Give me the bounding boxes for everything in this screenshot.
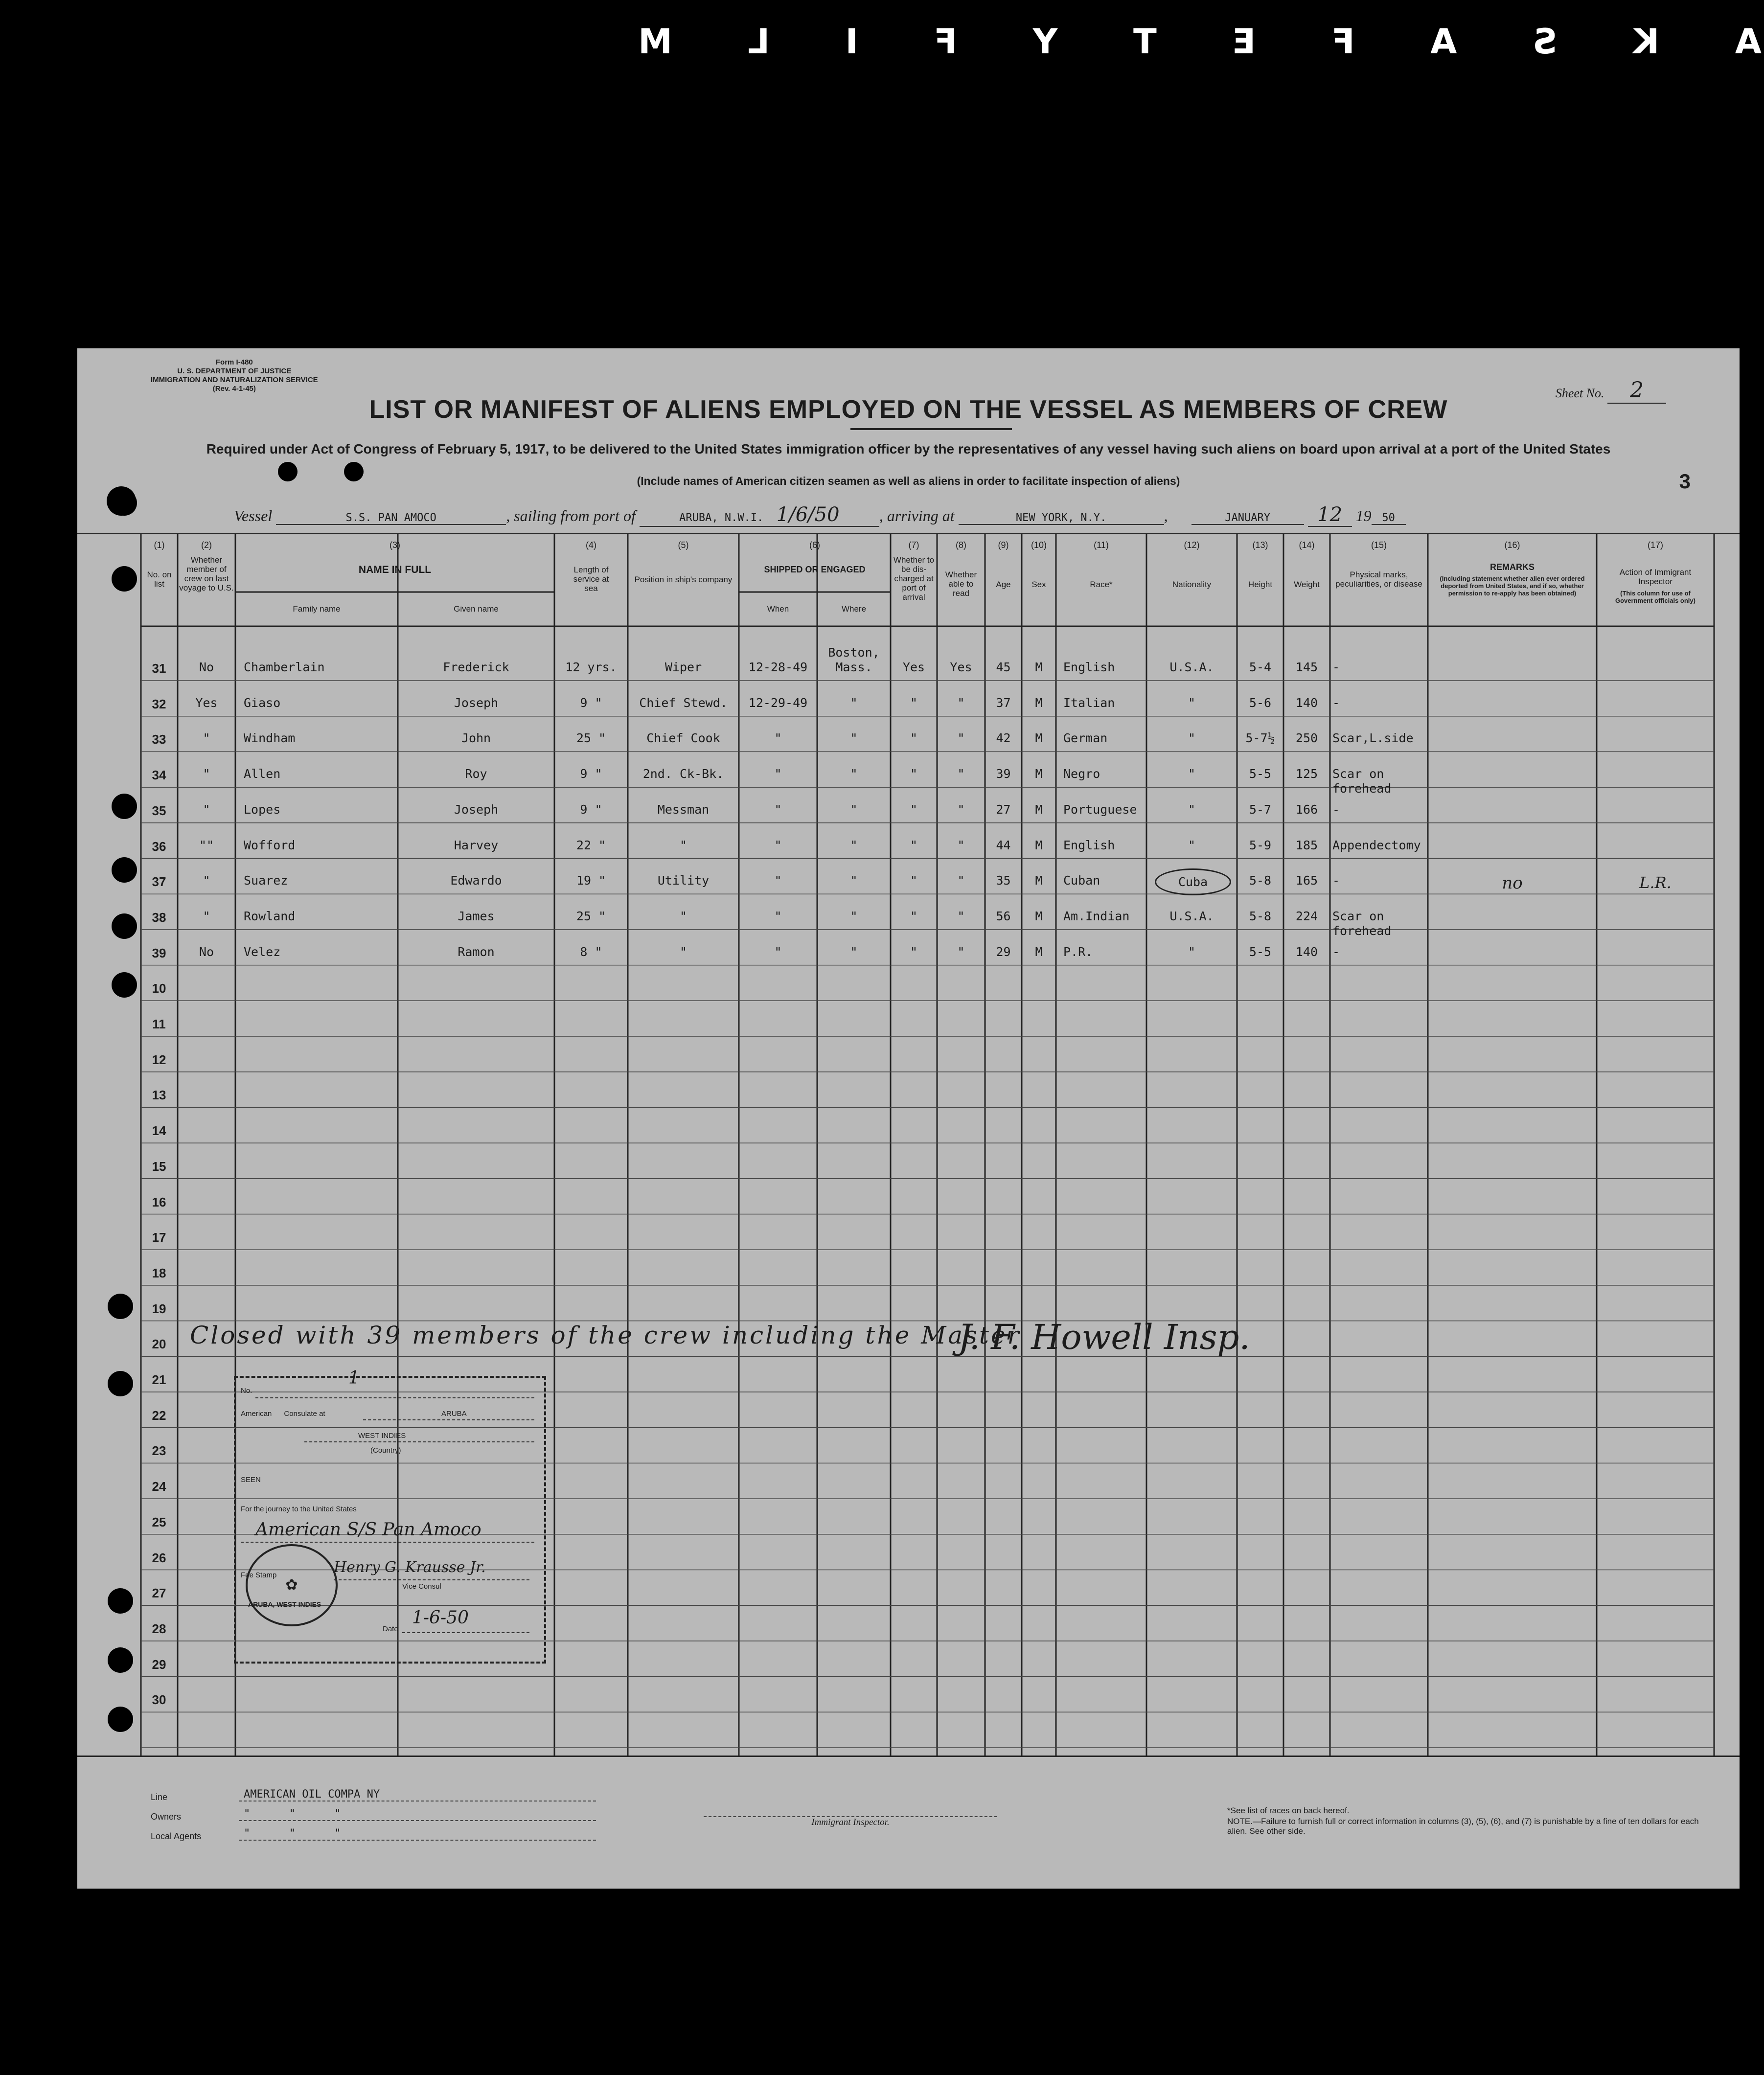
cell-sex: M [1035, 695, 1043, 710]
cell-remarks: no [1502, 873, 1523, 893]
cell-when: " [774, 909, 782, 923]
subtitle: Required under Act of Congress of February 5, 1917, to be delivered to the United States immigration officer by the representatives of any vessel having such aliens on board upon arrival at a port of the United States [206, 441, 1611, 456]
cell-sex: M [1035, 802, 1043, 817]
film-edge-letter: I [843, 22, 858, 62]
cell-read: " [957, 767, 965, 781]
cell-family: Allen [244, 767, 281, 781]
row-number: 20 [152, 1337, 166, 1352]
cell-where: " [850, 838, 858, 852]
cell-when: 12-28-49 [748, 660, 808, 674]
cell-sex: M [1035, 944, 1043, 959]
cell-nationality: " [1188, 838, 1196, 852]
col17-number: (17) [1647, 540, 1663, 550]
stamp-fee-label: Fee Stamp [241, 1571, 277, 1579]
cell-when: " [774, 767, 782, 781]
cell-family: Lopes [244, 802, 281, 817]
cell-where: " [850, 731, 858, 746]
stamp-journey: For the journey to the United States [241, 1505, 357, 1513]
cell-prev: " [203, 802, 210, 817]
cell-when: " [774, 802, 782, 817]
cell-weight: 250 [1295, 731, 1318, 746]
cell-discharged: " [910, 873, 918, 888]
col8-header: Whether able to read [945, 570, 977, 598]
stamp-vessel: American S/S Pan Amoco [255, 1520, 481, 1540]
cell-age: 29 [996, 944, 1011, 959]
cell-service: 9 " [580, 802, 602, 817]
immigrant-inspector-line: Immigrant Inspector. [704, 1816, 997, 1828]
film-edge-letter: F [1329, 22, 1355, 62]
form-identifier [151, 358, 318, 393]
cell-marks: - [1332, 873, 1340, 888]
cell-nationality: U.S.A. [1169, 909, 1214, 923]
owners-label: Owners [151, 1812, 182, 1822]
cell-age: 35 [996, 873, 1011, 888]
cell-read: " [957, 695, 965, 710]
cell-discharged: " [910, 767, 918, 781]
col4-number: (4) [586, 540, 596, 550]
cell-marks: Scar,L.side [1332, 731, 1414, 746]
cell-discharged: " [910, 909, 918, 923]
cell-read: " [957, 838, 965, 852]
closing-note: Closed with 39 members of the crew including the Master [190, 1321, 1021, 1349]
cell-weight: 185 [1295, 838, 1318, 852]
cell-age: 44 [996, 838, 1011, 852]
line-value: AMERICAN OIL COMPA NY [239, 1788, 596, 1801]
col15-number: (15) [1371, 540, 1387, 550]
cell-service: 9 " [580, 767, 602, 781]
cell-position: Chief Stewd. [639, 695, 728, 710]
col17-header: Action of Immigrant Inspector [1619, 568, 1692, 586]
col11-number: (11) [1094, 540, 1109, 550]
col1-number: (1) [154, 540, 165, 550]
sailing-label: , sailing from port of [506, 507, 636, 524]
cell-sex: M [1035, 660, 1043, 674]
cell-service: 9 " [580, 695, 602, 710]
arrival-day: 12 [1308, 503, 1352, 527]
cell-prev: No [199, 660, 214, 674]
inspector-signature: J. F. Howell Insp. [958, 1317, 1250, 1357]
cell-position: " [679, 944, 687, 959]
cell-nationality: " [1188, 767, 1196, 781]
cell-when: " [774, 731, 782, 746]
film-edge-letter: Y [1031, 22, 1058, 62]
cell-read: " [957, 873, 965, 888]
cell-where: " [850, 802, 858, 817]
cell-weight: 166 [1295, 802, 1318, 817]
col3-header: NAME IN FULL [358, 564, 432, 575]
col5-header: Position in ship's company [634, 575, 733, 584]
film-edge-marking [636, 20, 1762, 64]
cell-race: English [1063, 838, 1115, 852]
cell-service: 22 " [576, 838, 606, 852]
cell-read: Yes [950, 660, 972, 674]
col8-number: (8) [956, 540, 966, 550]
consulate-stamp [234, 1368, 546, 1664]
col17-subheader: (This column for use of Government officials only) [1615, 590, 1695, 604]
row-number: 12 [152, 1052, 166, 1067]
col15-header: Physical marks, peculiarities, or disease [1335, 570, 1422, 589]
cell-nationality: " [1188, 944, 1196, 959]
cell-where: " [850, 695, 858, 710]
cell-nationality: " [1188, 802, 1196, 817]
cell-when: " [774, 838, 782, 852]
cell-position: " [679, 838, 687, 852]
arrival-year: 50 [1372, 512, 1406, 525]
stamp-consulate-value: ARUBA [441, 1410, 467, 1418]
title-rule [850, 428, 1012, 430]
cell-weight: 140 [1295, 695, 1318, 710]
line-label: Line [151, 1792, 168, 1802]
cell-read: " [957, 909, 965, 923]
corner-mark: 3 [1679, 470, 1691, 493]
cell-sex: M [1035, 731, 1043, 746]
cell-discharged: " [910, 944, 918, 959]
cell-height: 5-7 [1249, 802, 1272, 817]
row-number: 28 [152, 1621, 166, 1636]
cell-height: 5-5 [1249, 944, 1272, 959]
cell-service: 12 yrs. [565, 660, 617, 674]
cell-height: 5-8 [1249, 873, 1272, 888]
cell-where: " [850, 873, 858, 888]
family-name-header: Family name [293, 604, 341, 614]
row-number: 16 [152, 1194, 166, 1209]
cell-discharged: " [910, 695, 918, 710]
cell-family: Wofford [244, 838, 296, 852]
cell-marks: - [1332, 660, 1340, 674]
cell-discharged: " [910, 802, 918, 817]
cell-read: " [957, 731, 965, 746]
year-prefix: 19 [1355, 507, 1372, 524]
cell-family: Rowland [244, 909, 296, 923]
cell-prev: Yes [195, 695, 218, 710]
cell-read: " [957, 944, 965, 959]
cell-when: " [774, 944, 782, 959]
row-number: 32 [152, 696, 166, 711]
cell-nationality: Cuba [1155, 868, 1231, 895]
cell-marks: Scar on forehead [1332, 767, 1392, 796]
row-number: 33 [152, 732, 166, 747]
cell-position: " [679, 909, 687, 923]
cell-weight: 140 [1295, 944, 1318, 959]
cell-height: 5-4 [1249, 660, 1272, 674]
agents-label: Local Agents [151, 1831, 202, 1841]
col14-number: (14) [1299, 540, 1315, 550]
cell-height: 5-5 [1249, 767, 1272, 781]
fine-note: NOTE.—Failure to furnish full or correct information in columns (3), (5), (6), and (7) is punishable by a fine of ten dollars for each alien. See other side. [1227, 1817, 1699, 1836]
arriving-label: , arriving at [879, 507, 955, 524]
cell-weight: 125 [1295, 767, 1318, 781]
cell-marks: - [1332, 802, 1340, 817]
voyage-line: Vessel S.S. PAN AMOCO , sailing from port of ARUBA, N.W.I. 1/6/50 , arriving at NEW YORK, N.Y. , JANUARY 12 19 50 [234, 503, 1406, 527]
col11-header: Race* [1090, 580, 1113, 589]
stamp-country-value: WEST INDIES [358, 1432, 406, 1440]
departure-date: 1/6/50 [776, 503, 840, 526]
cell-height: 5-7½ [1245, 731, 1275, 746]
row-number: 39 [152, 945, 166, 960]
port-of-arrival: NEW YORK, N.Y. [959, 512, 1164, 525]
row-number: 22 [152, 1408, 166, 1423]
cell-sex: M [1035, 838, 1043, 852]
cell-prev: " [203, 731, 210, 746]
film-edge-letter: E [1230, 22, 1256, 62]
cell-height: 5-9 [1249, 838, 1272, 852]
vessel-name: S.S. PAN AMOCO [276, 512, 506, 525]
row-number: 29 [152, 1657, 166, 1672]
department: U. S. DEPARTMENT OF JUSTICE [177, 367, 292, 375]
col12-header: Nationality [1172, 580, 1212, 589]
manifest-sheet [77, 348, 1740, 1889]
stamp-seen: SEEN [241, 1476, 261, 1484]
col2-number: (2) [201, 540, 212, 550]
cell-marks: - [1332, 944, 1340, 959]
row-number: 18 [152, 1265, 166, 1280]
row-number: 17 [152, 1230, 166, 1245]
cell-given: Edwardo [450, 873, 502, 888]
cell-race: Cuban [1063, 873, 1100, 888]
row-number: 19 [152, 1301, 166, 1316]
col13-header: Height [1248, 580, 1273, 589]
row-number: 27 [152, 1586, 166, 1601]
stamp-no-value: 1 [348, 1368, 360, 1388]
cell-marks: Appendectomy [1332, 838, 1421, 852]
form-number: Form I-480 [215, 358, 253, 366]
cell-service: 25 " [576, 731, 606, 746]
cell-race: Am.Indian [1063, 909, 1130, 923]
row-number: 34 [152, 768, 166, 783]
cell-age: 56 [996, 909, 1011, 923]
row-number: 30 [152, 1692, 166, 1708]
cell-prev: "" [199, 838, 214, 852]
where-header: Where [841, 604, 867, 614]
stamp-date: 1-6-50 [412, 1608, 469, 1628]
cell-position: Chief Cook [646, 731, 720, 746]
row-number: 21 [152, 1372, 166, 1387]
film-edge-letter: A [1733, 22, 1762, 62]
stamp-date-label: Date [383, 1625, 398, 1633]
sheet-label: Sheet No. [1555, 386, 1604, 400]
cell-age: 42 [996, 731, 1011, 746]
cell-weight: 145 [1295, 660, 1318, 674]
cell-action: L.R. [1639, 873, 1672, 892]
cell-race: Italian [1063, 695, 1115, 710]
page-title: LIST OR MANIFEST OF ALIENS EMPLOYED ON THE VESSEL AS MEMBERS OF CREW [369, 395, 1448, 424]
row-number: 37 [152, 874, 166, 889]
cell-age: 27 [996, 802, 1011, 817]
arrival-month: JANUARY [1191, 512, 1304, 525]
cell-discharged: " [910, 731, 918, 746]
cell-given: Roy [465, 767, 487, 781]
row-number: 24 [152, 1479, 166, 1494]
row-number: 31 [152, 661, 166, 676]
cell-prev: No [199, 944, 214, 959]
col10-header: Sex [1031, 580, 1046, 589]
film-edge-letter: F [932, 22, 958, 62]
col7-header: Whether to be dis-charged at port of arrival [893, 555, 935, 602]
row-number: 36 [152, 839, 166, 854]
row-number: 38 [152, 910, 166, 925]
cell-where: Boston, Mass. [828, 645, 880, 674]
cell-nationality: " [1188, 731, 1196, 746]
cell-where: " [850, 767, 858, 781]
agents-value: " " " [239, 1827, 596, 1841]
cell-race: P.R. [1063, 944, 1093, 959]
cell-weight: 224 [1295, 909, 1318, 923]
cell-where: " [850, 944, 858, 959]
cell-age: 37 [996, 695, 1011, 710]
cell-nationality: " [1188, 695, 1196, 710]
cell-race: Portuguese [1063, 802, 1137, 817]
cell-discharged: " [910, 838, 918, 852]
cell-race: English [1063, 660, 1115, 674]
col10-number: (10) [1031, 540, 1047, 550]
cell-position: 2nd. Ck-Bk. [642, 767, 724, 781]
col6-header: SHIPPED OR ENGAGED [764, 565, 866, 574]
cell-discharged: Yes [902, 660, 925, 674]
given-name-header: Given name [454, 604, 499, 614]
cell-height: 5-6 [1249, 695, 1272, 710]
cell-race: German [1063, 731, 1108, 746]
when-header: When [767, 604, 789, 614]
sheet-value: 2 [1607, 378, 1666, 404]
cell-prev: " [203, 767, 210, 781]
stamp-official-label: Vice Consul [402, 1582, 441, 1591]
row-number: 10 [152, 981, 166, 996]
row-number: 14 [152, 1123, 166, 1139]
col5-number: (5) [678, 540, 689, 550]
races-note: *See list of races on back hereof. [1227, 1806, 1350, 1815]
col4-header: Length of service at sea [573, 565, 609, 593]
film-edge-letter: L [746, 22, 770, 62]
row-number: 15 [152, 1159, 166, 1174]
row-number: 25 [152, 1514, 166, 1529]
cell-given: Harvey [454, 838, 499, 852]
cell-given: John [461, 731, 491, 746]
row-number: 11 [152, 1017, 166, 1031]
film-edge-letter: K [1630, 22, 1660, 62]
stamp-seal-text: ARUBA, WEST INDIES [248, 1600, 321, 1608]
subtitle-note: (Include names of American citizen seamen as well as aliens in order to facilitate inspection of aliens) [637, 475, 1180, 487]
cell-given: Joseph [454, 695, 499, 710]
col3-number: (3) [389, 540, 400, 550]
cell-prev: " [203, 909, 210, 923]
row-number: 23 [152, 1443, 166, 1459]
cell-age: 39 [996, 767, 1011, 781]
cell-family: Windham [244, 731, 296, 746]
col1-header: No. on list [147, 570, 172, 589]
col6-number: (6) [809, 540, 820, 550]
film-edge-letter: T [1131, 22, 1157, 62]
cell-position: Wiper [664, 660, 702, 674]
cell-when: " [774, 873, 782, 888]
cell-position: Utility [657, 873, 710, 888]
cell-family: Giaso [244, 695, 281, 710]
col2-header: Whether member of crew on last voyage to U.S. [179, 555, 234, 593]
col9-header: Age [996, 580, 1011, 589]
cell-marks: - [1332, 695, 1340, 710]
col16-number: (16) [1504, 540, 1520, 550]
stamp-official-signature: Henry G. Krausse Jr. [334, 1559, 486, 1576]
port-of-departure: ARUBA, N.W.I. [679, 512, 764, 524]
cell-family: Chamberlain [244, 660, 325, 674]
cell-when: 12-29-49 [748, 695, 808, 710]
cell-service: 8 " [580, 944, 602, 959]
cell-marks: Scar on forehead [1332, 909, 1392, 938]
vessel-label: Vessel [234, 507, 273, 524]
cell-family: Suarez [244, 873, 288, 888]
col16-subheader: (Including statement whether alien ever ordered deported from United States, and if so, whether permission to re-apply has been obtained) [1440, 575, 1585, 597]
cell-race: Negro [1063, 767, 1100, 781]
cell-given: James [458, 909, 495, 923]
stamp-no-label: No. [241, 1387, 252, 1395]
cell-service: 25 " [576, 909, 606, 923]
col7-number: (7) [908, 540, 919, 550]
punch-hole-icon [107, 486, 136, 516]
cell-sex: M [1035, 767, 1043, 781]
cell-height: 5-8 [1249, 909, 1272, 923]
col16-header: REMARKS [1489, 562, 1535, 572]
cell-family: Velez [244, 944, 281, 959]
stamp-consulate-label: American Consulate at [241, 1410, 325, 1418]
film-edge-letter: M [636, 22, 672, 62]
cell-age: 45 [996, 660, 1011, 674]
stamp-country-label: (Country) [370, 1446, 401, 1455]
revision: (Rev. 4-1-45) [212, 385, 256, 393]
col13-number: (13) [1252, 540, 1268, 550]
cell-where: " [850, 909, 858, 923]
cell-weight: 165 [1295, 873, 1318, 888]
cell-read: " [957, 802, 965, 817]
owners-value: " " " [239, 1808, 596, 1821]
row-number: 26 [152, 1550, 166, 1565]
row-number: 13 [152, 1088, 166, 1103]
cell-given: Frederick [443, 660, 509, 674]
row-number: 35 [152, 803, 166, 818]
col14-header: Weight [1294, 580, 1320, 589]
cell-sex: M [1035, 909, 1043, 923]
cell-prev: " [203, 873, 210, 888]
service: IMMIGRATION AND NATURALIZATION SERVICE [151, 376, 318, 384]
film-edge-letter: A [1428, 22, 1457, 62]
film-edge-letter: S [1530, 22, 1558, 62]
cell-sex: M [1035, 873, 1043, 888]
consulate-seal-icon: ✿ [246, 1544, 338, 1626]
cell-given: Joseph [454, 802, 499, 817]
cell-given: Ramon [458, 944, 495, 959]
col12-number: (12) [1184, 540, 1200, 550]
cell-nationality: U.S.A. [1169, 660, 1214, 674]
col9-number: (9) [998, 540, 1009, 550]
cell-position: Messman [657, 802, 710, 817]
cell-service: 19 " [576, 873, 606, 888]
